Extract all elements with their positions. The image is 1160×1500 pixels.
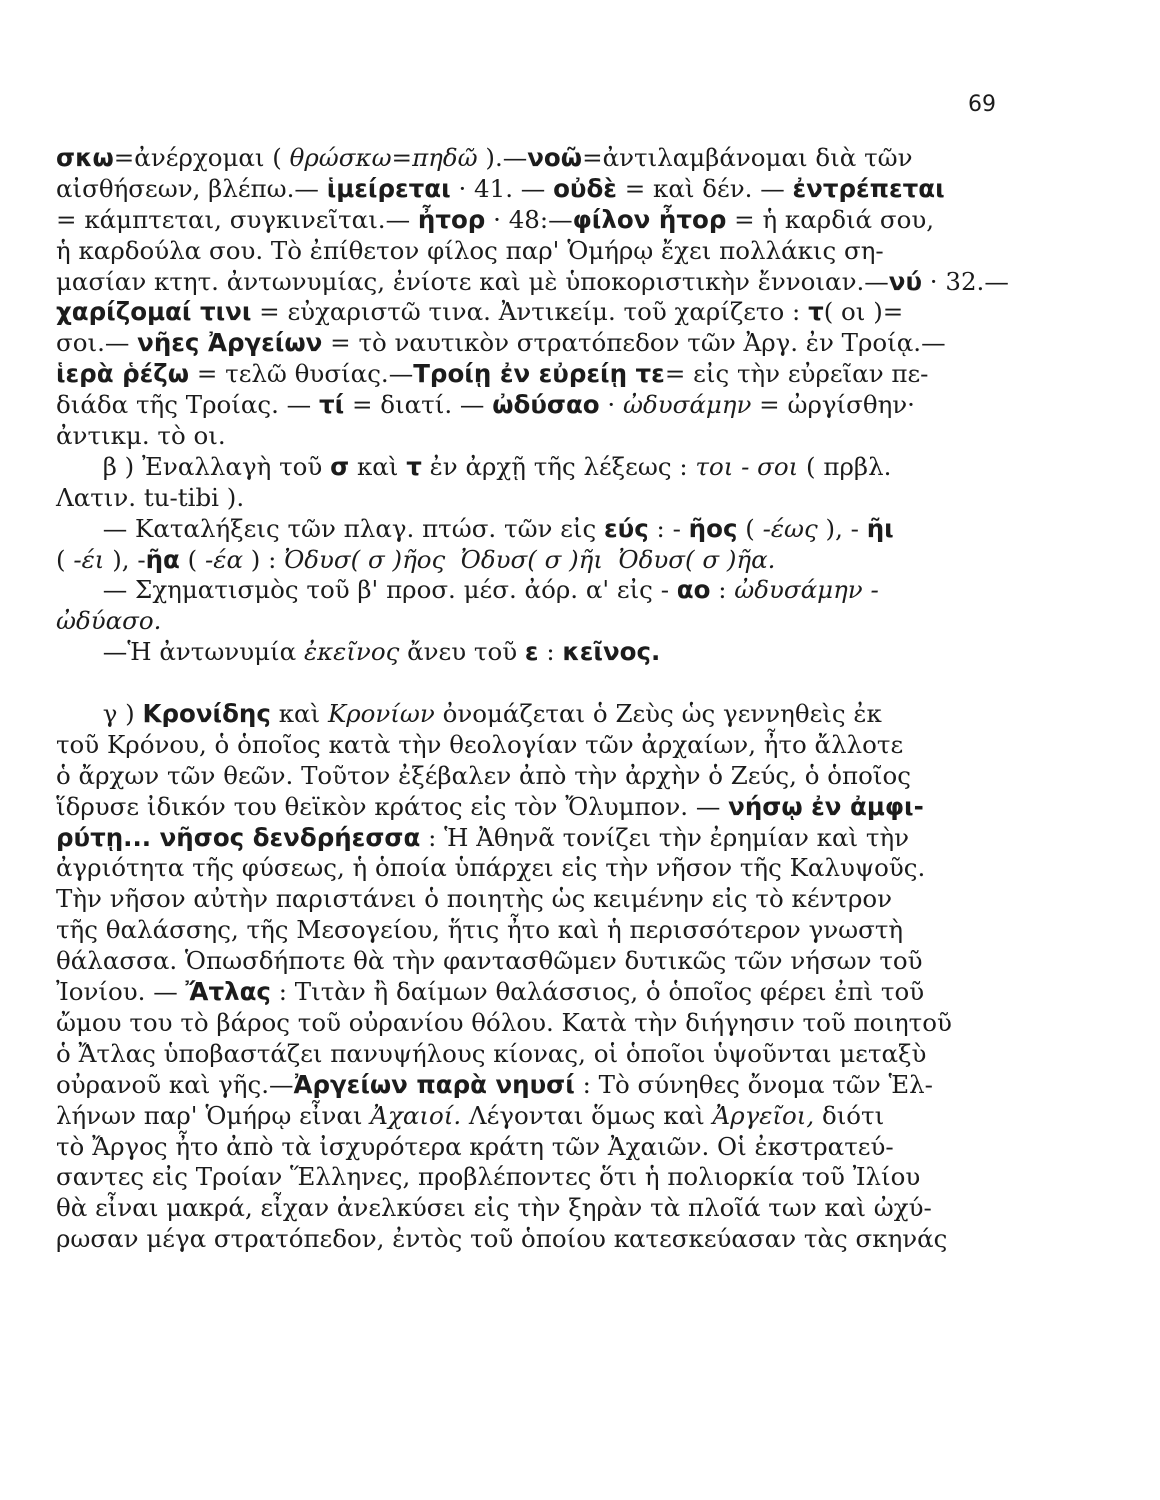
text-line bbox=[56, 452, 1056, 483]
text-run: — Καταλήξεις τῶν πλαγ. πτώσ. τῶν εἰς bbox=[56, 513, 605, 543]
text-line bbox=[56, 1132, 1056, 1163]
text-run: ) : bbox=[243, 544, 285, 574]
text-run: ὀνομάζεται ὁ Ζεὺς ὡς γεννηθεὶς ἐκ bbox=[434, 699, 882, 729]
text-line bbox=[56, 915, 1056, 946]
text-run: μασίαν κτητ. ἀντωνυμίας, ἐνίοτε καὶ μὲ ὑποκοριστικὴν ἔννοιαν.— bbox=[56, 266, 889, 296]
italic-text: Ἀχαιοί. bbox=[370, 1100, 462, 1130]
lemma: νύ bbox=[888, 266, 922, 296]
text-run: : bbox=[538, 637, 563, 667]
lemma: ἱμείρεται bbox=[326, 173, 451, 203]
text-run: σαντες εἰς Τροίαν Ἕλληνες, προβλέποντες ὅτι ἡ πολιορκία τοῦ Ἰλίου bbox=[56, 1162, 921, 1192]
lemma: ε bbox=[524, 637, 539, 667]
text-line bbox=[56, 545, 1056, 576]
text-run: τὸ Ἄργος ἦτο ἀπὸ τὰ ἰσχυρότερα κράτη τῶν Ἀχαιῶν. Οἱ ἐκστρατεύ- bbox=[56, 1131, 894, 1161]
text-line bbox=[56, 853, 1056, 884]
body-text bbox=[56, 143, 1056, 1255]
lemma: Ἄτλας bbox=[185, 977, 271, 1007]
text-run: θάλασσα. Ὁπωσδήποτε θὰ τὴν φαντασθῶμεν δυτικῶς τῶν νήσων τοῦ bbox=[56, 946, 923, 976]
text-run: καὶ bbox=[270, 699, 328, 729]
lemma: Κρονίδης bbox=[142, 699, 271, 729]
text-line bbox=[56, 1008, 1056, 1039]
text-line bbox=[56, 575, 1056, 606]
lemma: ῆος bbox=[688, 513, 738, 543]
italic-text: ὠδυσάμην bbox=[622, 390, 752, 420]
text-run: = καὶ δέν. — bbox=[616, 173, 793, 203]
text-line bbox=[56, 1162, 1056, 1193]
text-run: β ) Ἐναλλαγὴ τοῦ bbox=[56, 451, 331, 481]
text-run: ὁ ἄρχων τῶν θεῶν. Τοῦτον ἐξέβαλεν ἀπὸ τὴν ἀρχὴν ὁ Ζεύς, ὁ ὁποῖος bbox=[56, 760, 911, 790]
text-run: · bbox=[599, 390, 623, 420]
text-run: λήνων παρ' Ὁμήρῳ εἶναι bbox=[56, 1100, 371, 1130]
text-line bbox=[56, 606, 1056, 637]
text-run: = τελῶ θυσίας.— bbox=[189, 359, 414, 389]
italic-text: τοι - σοι bbox=[695, 451, 799, 481]
text-line bbox=[56, 1101, 1056, 1132]
text-run: : - bbox=[648, 513, 689, 543]
text-run: διότι bbox=[814, 1100, 885, 1130]
text-run: ἀντικμ. τὸ οι. bbox=[56, 421, 226, 451]
lemma: ἐντρέπεται bbox=[792, 173, 945, 203]
text-run: ), - bbox=[817, 513, 867, 543]
text-run: — Σχηματισμὸς τοῦ β' προσ. μέσ. ἀόρ. α' εἰς - bbox=[56, 575, 677, 605]
text-line bbox=[56, 236, 1056, 267]
text-run: = ἡ καρδιά σου, bbox=[726, 204, 935, 234]
text-line bbox=[56, 946, 1056, 977]
text-line bbox=[56, 143, 1056, 174]
lemma: φίλον ἦτορ bbox=[572, 204, 727, 234]
text-run: · 48:— bbox=[485, 204, 573, 234]
text-line bbox=[56, 1070, 1056, 1101]
lemma: ἦτορ bbox=[417, 204, 486, 234]
italic-text: -έι bbox=[73, 544, 105, 574]
italic-text: ὠδύασο. bbox=[56, 606, 162, 636]
paragraph-gap bbox=[56, 668, 1056, 699]
text-run: καὶ bbox=[349, 451, 407, 481]
text-run: ὤμου του τὸ βάρος τοῦ οὐρανίου θόλου. Κατὰ τὴν διήγησιν τοῦ ποιητοῦ bbox=[56, 1007, 952, 1037]
text-run: ρωσαν μέγα στρατόπεδον, ἐντὸς τοῦ ὁποίου κατεσκεύασαν τὰς σκηνάς bbox=[56, 1224, 948, 1254]
text-run: σοι.— bbox=[56, 328, 138, 358]
paragraph bbox=[56, 699, 1056, 1255]
text-run: =ἀνέρχομαι ( bbox=[113, 143, 290, 172]
lemma: κεῖνος. bbox=[562, 637, 661, 667]
text-line bbox=[56, 390, 1056, 421]
text-run: : bbox=[710, 575, 735, 605]
text-run: διάδα τῆς Τροίας. — bbox=[56, 390, 319, 420]
lemma: νοῶ bbox=[527, 143, 583, 172]
text-run: : Τὸ σύνηθες ὄνομα τῶν Ἑλ- bbox=[574, 1069, 933, 1099]
italic-text: Κρονίων bbox=[327, 699, 435, 729]
lemma: οὐδὲ bbox=[553, 173, 617, 203]
italic-text: -έα bbox=[205, 544, 244, 574]
text-run: ( οι )= bbox=[823, 297, 904, 327]
italic-text: ἐκεῖνος bbox=[303, 637, 400, 667]
text-line bbox=[56, 267, 1056, 298]
text-run: · 41. — bbox=[450, 173, 554, 203]
lemma: σκω bbox=[56, 143, 114, 172]
text-run: τῆς θαλάσσης, τῆς Μεσογείου, ἥτις ἦτο καὶ ἡ περισσότερον γνωστὴ bbox=[56, 915, 904, 945]
text-run: γ ) bbox=[56, 699, 143, 729]
lemma: τ bbox=[808, 297, 824, 327]
text-line bbox=[56, 699, 1056, 730]
text-line bbox=[56, 823, 1056, 854]
text-run: = διατί. — bbox=[344, 390, 493, 420]
lemma: σ bbox=[330, 451, 350, 481]
paragraph bbox=[56, 452, 1056, 514]
text-run: ), - bbox=[104, 544, 146, 574]
lemma: αο bbox=[676, 575, 711, 605]
text-line bbox=[56, 297, 1056, 328]
text-line bbox=[56, 359, 1056, 390]
text-run: · 32.— bbox=[922, 266, 1009, 296]
lemma: ἱερὰ ῥέζω bbox=[56, 359, 190, 389]
text-run: : Τιτὰν ἢ δαίμων θαλάσσιος, ὁ ὁποῖος φέρει ἐπὶ τοῦ bbox=[270, 977, 925, 1007]
text-run: Λατιν. tu-tibi ). bbox=[56, 482, 245, 512]
text-run: ( πρβλ. bbox=[798, 451, 892, 481]
text-line bbox=[56, 977, 1056, 1008]
text-run: θὰ εἶναι μακρά, εἶχαν ἀνελκύσει εἰς τὴν ξηρὰν τὰ πλοῖά των καὶ ὠχύ- bbox=[56, 1193, 932, 1223]
italic-text: Ὀδυσ( σ )ῆος Ὀδυσ( σ )ῆι Ὀδυσ( σ )ῆα. bbox=[284, 544, 776, 574]
paragraph bbox=[56, 514, 1056, 576]
text-line bbox=[56, 792, 1056, 823]
text-line bbox=[56, 637, 1056, 668]
lemma: τί bbox=[318, 390, 345, 420]
text-line bbox=[56, 205, 1056, 236]
text-run: οὐρανοῦ καὶ γῆς.— bbox=[56, 1069, 294, 1099]
text-run: ( bbox=[56, 544, 74, 574]
text-run: ἀγριότητα τῆς φύσεως, ἡ ὁποία ὑπάρχει εἰς τὴν νῆσον τῆς Καλυψοῦς. bbox=[56, 853, 926, 883]
text-run: ἡ καρδούλα σου. Τὸ ἐπίθετον φίλος παρ' Ὁμήρῳ ἔχει πολλάκις ση- bbox=[56, 235, 884, 265]
text-run: ἄνευ τοῦ bbox=[399, 637, 525, 667]
text-run: ( bbox=[737, 513, 763, 543]
lemma: ὠδύσαο bbox=[492, 390, 600, 420]
lemma: ῆι bbox=[866, 513, 894, 543]
lemma: ρύτῃ... νῆσος δενδρήεσσα bbox=[56, 822, 421, 852]
text-run: τοῦ Κρόνου, ὁ ὁποῖος κατὰ τὴν θεολογίαν τῶν ἀρχαίων, ἦτο ἄλλοτε bbox=[56, 729, 904, 759]
lemma: νήσῳ ἐν ἀμφι- bbox=[728, 791, 924, 821]
text-line bbox=[56, 1039, 1056, 1070]
text-run: = κάμπτεται, συγκινεῖται.— bbox=[56, 204, 418, 234]
text-line bbox=[56, 174, 1056, 205]
text-line bbox=[56, 1193, 1056, 1224]
lemma: Ἀργείων παρὰ νηυσί bbox=[293, 1069, 575, 1099]
italic-text: ὠδυσάμην - bbox=[734, 575, 879, 605]
text-run: ὁ Ἄτλας ὑποβαστάζει πανυψήλους κίονας, οἱ ὁποῖοι ὑψοῦνται μεταξὺ bbox=[56, 1038, 927, 1068]
italic-text: θρώσκω=πηδῶ bbox=[289, 143, 478, 172]
page-number: 69 bbox=[968, 92, 996, 117]
text-run: = εἰς τὴν εὐρεῖαν πε- bbox=[664, 359, 929, 389]
lemma: χαρίζομαί τινι bbox=[56, 297, 252, 327]
text-run: = εὐχαριστῶ τινα. Ἀντικείμ. τοῦ χαρίζετο : bbox=[251, 297, 809, 327]
text-line bbox=[56, 328, 1056, 359]
italic-text: -έως bbox=[762, 513, 818, 543]
lemma: τ bbox=[406, 451, 422, 481]
text-run: = τὸ ναυτικὸν στρατόπεδον τῶν Ἀργ. ἐν Τροίᾳ.— bbox=[322, 328, 946, 358]
paragraph bbox=[56, 637, 1056, 668]
text-run: Ἰονίου. — bbox=[56, 977, 186, 1007]
text-line bbox=[56, 884, 1056, 915]
text-line bbox=[56, 761, 1056, 792]
text-line bbox=[56, 514, 1056, 545]
text-run: = ὠργίσθην· bbox=[751, 390, 915, 420]
text-line bbox=[56, 730, 1056, 761]
text-line bbox=[56, 1224, 1056, 1255]
lemma: ῆα bbox=[145, 544, 180, 574]
text-run: ( bbox=[179, 544, 206, 574]
lemma: νῆες Ἀργείων bbox=[137, 328, 323, 358]
text-run: Λέγονται ὅμως καὶ bbox=[461, 1100, 713, 1130]
text-run: —Ἡ ἀντωνυμία bbox=[56, 637, 304, 667]
paragraph bbox=[56, 143, 1056, 452]
text-run: =ἀντιλαμβάνομαι διὰ τῶν bbox=[582, 143, 913, 172]
lemma: Τροίῃ ἐν εὐρείῃ τε bbox=[413, 359, 665, 389]
text-line bbox=[56, 421, 1056, 452]
lemma: εύς bbox=[604, 513, 649, 543]
text-line bbox=[56, 483, 1056, 514]
text-run: ἵδρυσε ἰδικόν του θεϊκὸν κράτος εἰς τὸν Ὄλυμπον. — bbox=[56, 791, 729, 821]
paragraph bbox=[56, 575, 1056, 637]
text-run: αἰσθήσεων, βλέπω.— bbox=[56, 173, 327, 203]
text-run: ).— bbox=[477, 143, 528, 172]
text-run: Τὴν νῆσον αὐτὴν παριστάνει ὁ ποιητὴς ὡς κειμένην εἰς τὸ κέντρον bbox=[56, 884, 893, 914]
text-run: ἐν ἀρχῇ τῆς λέξεως : bbox=[421, 451, 696, 481]
text-run: : Ἡ Ἀθηνᾶ τονίζει τὴν ἐρημίαν καὶ τὴν bbox=[420, 822, 910, 852]
italic-text: Ἀργεῖοι, bbox=[712, 1100, 815, 1130]
